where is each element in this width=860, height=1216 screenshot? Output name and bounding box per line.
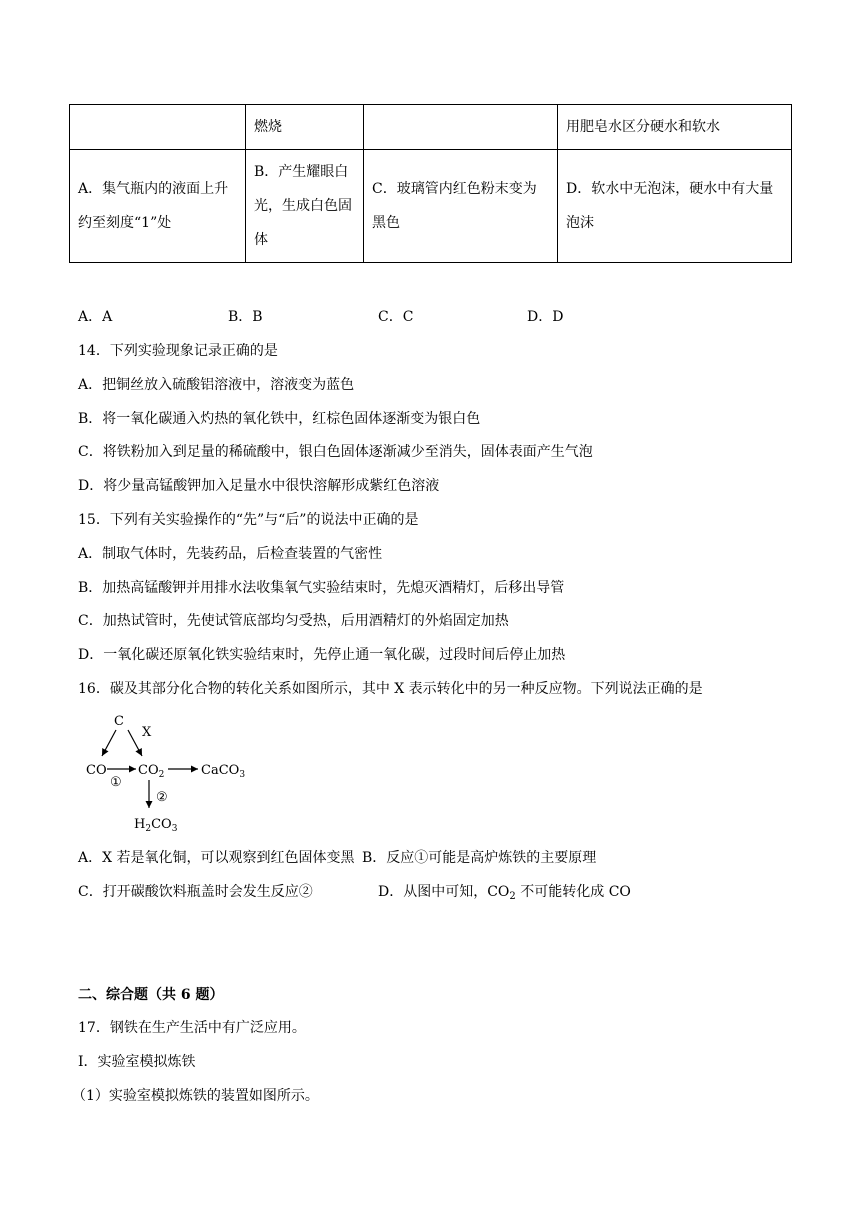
q15-option-b: B．加热高锰酸钾并用排水法收集氧气实验结束时，先熄灭酒精灯，后移出导管 (78, 580, 565, 596)
q17-stem: 17．钢铁在生产生活中有广泛应用。 (78, 1020, 306, 1036)
q16-stem: 16．碳及其部分化合物的转化关系如图所示，其中 X 表示转化中的另一种反应物。下列说法正确的是 (78, 681, 703, 697)
q14-option-d: D．将少量高锰酸钾加入足量水中很快溶解形成紫红色溶液 (78, 478, 440, 494)
table-cell (364, 150, 558, 263)
diagram-label-2: ② (156, 790, 168, 805)
diagram-label-1: ① (110, 775, 122, 790)
q13-option-c: C．C (378, 309, 414, 325)
table-cell (558, 150, 792, 263)
arrow-c-to-co2 (128, 730, 142, 756)
q17-sub-1: （1）实验室模拟炼铁的装置如图所示。 (72, 1088, 319, 1104)
q13-option-a: A．A (78, 309, 113, 325)
cell-line: A．集气瓶内的液面上升 (78, 181, 229, 197)
q16-option-a: A．X 若是氧化铜，可以观察到红色固体变黑 (78, 850, 355, 866)
q15-option-c: C．加热试管时，先使试管底部均匀受热，后用酒精灯的外焰固定加热 (78, 613, 509, 629)
q14-option-c: C．将铁粉加入到足量的稀硫酸中，银白色固体逐渐减少至消失，固体表面产生气泡 (78, 444, 593, 460)
table-cell (70, 150, 246, 263)
cell-line: C．玻璃管内红色粉末变为 (372, 181, 537, 197)
table-cell: 燃烧 (246, 105, 364, 150)
q14-option-a: A．把铜丝放入硫酸铝溶液中，溶液变为蓝色 (78, 377, 355, 393)
diagram-caco3: CaCO$_3$ (201, 763, 246, 780)
q13-option-d: D．D (527, 309, 564, 325)
experiment-table (69, 104, 792, 263)
q13-option-b: B．B (228, 309, 263, 325)
diagram-co: CO (86, 763, 107, 778)
cell-line: 黑色 (372, 215, 400, 231)
q16-option-d: D．从图中可知，$CO_2$ 不可能转化成 CO (378, 884, 631, 902)
cell-line: 体 (254, 232, 268, 248)
carbon-conversion-diagram (80, 708, 260, 832)
diagram-c: C (114, 714, 124, 729)
table-cell (364, 105, 558, 150)
q15-option-a: A．制取气体时，先装药品，后检查装置的气密性 (78, 546, 383, 562)
cell-line: 光，生成白色固 (254, 198, 352, 214)
q17-part-1: I．实验室模拟炼铁 (78, 1054, 196, 1070)
table-row (70, 105, 792, 150)
q14-stem: 14．下列实验现象记录正确的是 (78, 343, 278, 359)
diagram-x: X (142, 725, 152, 740)
cell-line: 约至刻度“1”处 (78, 215, 172, 231)
diagram-co2: $CO_2$ (138, 763, 165, 780)
cell-line: D．软水中无泡沫，硬水中有大量 (566, 181, 774, 197)
q15-stem: 15．下列有关实验操作的“先”与“后”的说法中正确的是 (78, 512, 419, 528)
q16-option-b: B．反应①可能是高炉炼铁的主要原理 (362, 850, 597, 866)
cell-line: B．产生耀眼白 (254, 164, 349, 180)
cell-line: 泡沫 (566, 215, 594, 231)
arrow-c-to-co (102, 730, 116, 756)
table-cell: 用肥皂水区分硬水和软水 (558, 105, 792, 150)
table-cell (70, 105, 246, 150)
q14-option-b: B．将一氧化碳通入灼热的氧化铁中，红棕色固体逐渐变为银白色 (78, 411, 481, 427)
diagram-h2co3: $H_2CO_3$ (134, 817, 178, 832)
section-heading: 二、综合题（共 6 题） (78, 987, 224, 1003)
q16-option-c: C．打开碳酸饮料瓶盖时会发生反应② (78, 884, 313, 900)
table-row (70, 150, 792, 263)
table-cell (246, 150, 364, 263)
q15-option-d: D．一氧化碳还原氧化铁实验结束时，先停止通一氧化碳，过段时间后停止加热 (78, 647, 566, 663)
